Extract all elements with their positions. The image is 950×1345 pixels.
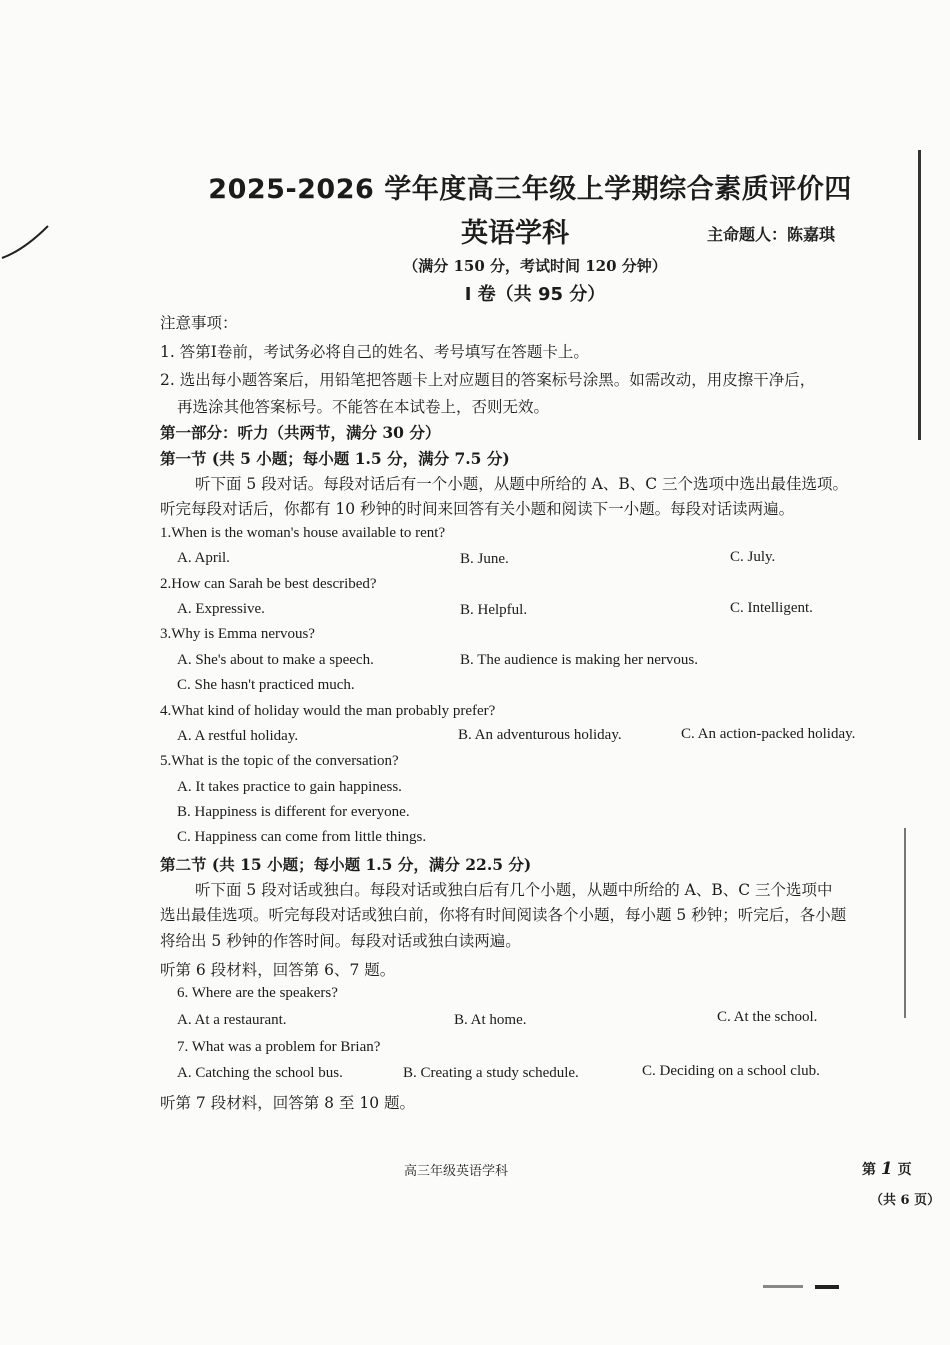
section1-instruction: 听完每段对话后，你都有 10 秒钟的时间来回答有关小题和阅读下一小题。每段对话读两遍。 bbox=[160, 500, 795, 518]
notes-heading: 注意事项： bbox=[160, 314, 238, 332]
total-pages: （共 6 页） bbox=[870, 1193, 941, 1208]
bottom-scan-mark bbox=[815, 1285, 839, 1289]
question-2-option-a: A. Expressive. bbox=[177, 601, 265, 617]
question-7-option-b: B. Creating a study schedule. bbox=[403, 1065, 579, 1081]
question-4-option-a: A. A restful holiday. bbox=[177, 728, 299, 744]
question-5-option-a: A. It takes practice to gain happiness. bbox=[177, 779, 402, 795]
subject-title: 英语学科 bbox=[461, 218, 569, 249]
page-number: 1 bbox=[880, 1159, 893, 1179]
part1-heading: 第一部分：听力（共两节，满分 30 分） bbox=[160, 423, 441, 442]
question-7-option-a: A. Catching the school bus. bbox=[177, 1065, 343, 1081]
question-4-option-b: B. An adventurous holiday. bbox=[458, 727, 622, 743]
question-2-option-b: B. Helpful. bbox=[460, 602, 528, 618]
note-item-2-cont: 再选涂其他答案标号。不能答在本试卷上，否则无效。 bbox=[177, 398, 550, 416]
question-6-option-c: C. At the school. bbox=[717, 1009, 818, 1025]
question-5-stem: 5.What is the topic of the conversation? bbox=[160, 753, 399, 769]
section2-instruction: 听下面 5 段对话或独白。每段对话或独白后有几个小题，从题中所给的 A、B、C 三个选项中 bbox=[195, 881, 833, 899]
question-1-stem: 1.When is the woman's house available to rent? bbox=[160, 525, 446, 541]
section1-heading: 第一节 (共 5 小题；每小题 1.5 分，满分 7.5 分) bbox=[160, 449, 510, 468]
right-edge-mark bbox=[904, 828, 906, 1018]
footer-subject: 高三年级英语学科 bbox=[404, 1164, 509, 1179]
question-3-option-c: C. She hasn't practiced much. bbox=[177, 677, 355, 693]
question-2-option-c: C. Intelligent. bbox=[730, 600, 813, 616]
material-7-heading: 听第 7 段材料，回答第 8 至 10 题。 bbox=[160, 1094, 416, 1112]
question-4-option-c: C. An action-packed holiday. bbox=[681, 726, 856, 742]
question-5-option-b: B. Happiness is different for everyone. bbox=[177, 804, 410, 820]
page-prefix: 第 bbox=[862, 1162, 876, 1178]
section2-instruction: 选出最佳选项。听完每段对话或独白前，你将有时间阅读各个小题，每小题 5 秒钟；听完后，各小题 bbox=[160, 906, 847, 924]
question-3-option-a: A. She's about to make a speech. bbox=[177, 652, 374, 668]
question-6-option-a: A. At a restaurant. bbox=[177, 1012, 287, 1028]
volume-heading: Ⅰ 卷（共 95 分） bbox=[464, 284, 606, 305]
question-1-option-c: C. July. bbox=[730, 549, 776, 565]
exam-title: 2025-2026 学年度高三年级上学期综合素质评价四 bbox=[208, 174, 852, 205]
question-1-option-a: A. April. bbox=[177, 550, 230, 566]
section2-heading: 第二节 (共 15 小题；每小题 1.5 分，满分 22.5 分) bbox=[160, 855, 532, 874]
page-suffix: 页 bbox=[897, 1162, 912, 1178]
material-6-heading: 听第 6 段材料，回答第 6、7 题。 bbox=[160, 961, 396, 979]
section2-instruction: 将给出 5 秒钟的作答时间。每段对话或独白读两遍。 bbox=[160, 932, 521, 950]
note-item-2: 2. 选出每小题答案后，用铅笔把答题卡上对应题目的答案标号涂黑。如需改动，用皮擦干净后， bbox=[160, 371, 816, 389]
question-3-stem: 3.Why is Emma nervous? bbox=[160, 626, 315, 642]
section1-instruction: 听下面 5 段对话。每段对话后有一个小题，从题中所给的 A、B、C 三个选项中选出最佳选项。 bbox=[195, 475, 849, 493]
question-4-stem: 4.What kind of holiday would the man probably prefer? bbox=[160, 703, 496, 719]
page-indicator bbox=[862, 1159, 912, 1179]
question-2-stem: 2.How can Sarah be best described? bbox=[160, 576, 377, 592]
question-setter: 主命题人：陈嘉琪 bbox=[707, 225, 836, 244]
question-1-option-b: B. June. bbox=[460, 551, 509, 567]
question-6-stem: 6. Where are the speakers? bbox=[177, 985, 338, 1001]
question-6-option-b: B. At home. bbox=[454, 1012, 527, 1028]
question-5-option-c: C. Happiness can come from little things. bbox=[177, 829, 427, 845]
question-7-stem: 7. What was a problem for Brian? bbox=[177, 1039, 381, 1055]
note-item-1: 1. 答第Ⅰ卷前，考试务必将自己的姓名、考号填写在答题卡上。 bbox=[160, 343, 589, 361]
question-3-option-b: B. The audience is making her nervous. bbox=[460, 652, 698, 668]
question-7-option-c: C. Deciding on a school club. bbox=[642, 1063, 820, 1079]
score-time: （满分 150 分，考试时间 120 分钟） bbox=[403, 257, 667, 275]
bottom-scan-mark bbox=[763, 1285, 803, 1288]
